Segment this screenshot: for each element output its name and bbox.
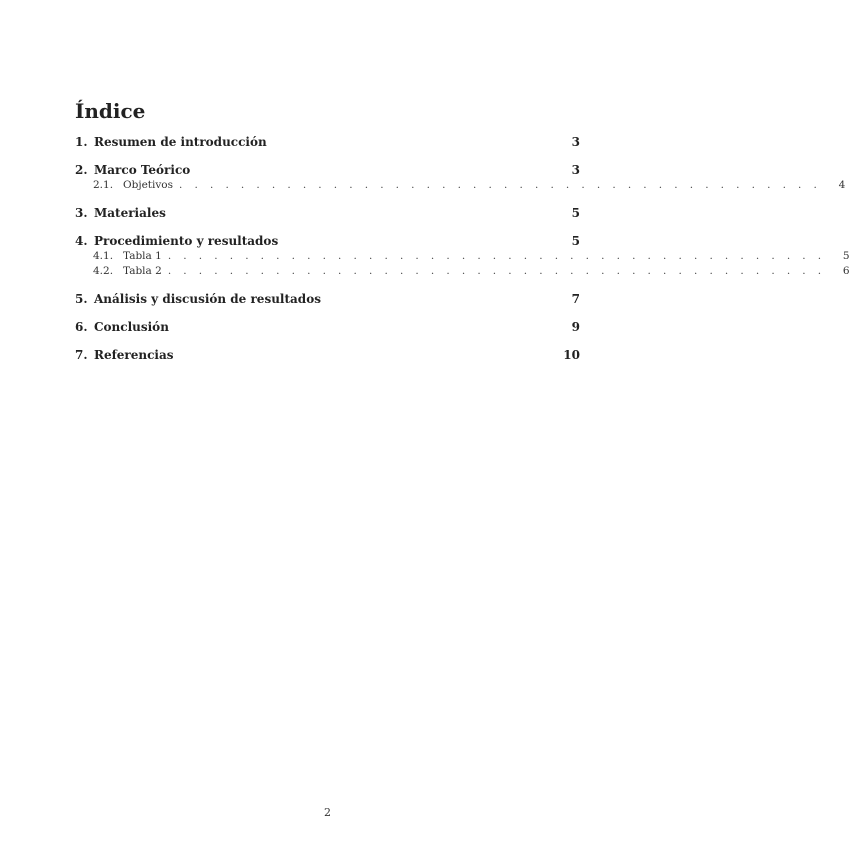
toc-section[interactable] <box>75 134 580 150</box>
toc-section-title: Análisis y discusión de resultados <box>94 292 321 306</box>
toc-subsection[interactable] <box>75 264 850 279</box>
toc-section-page: 10 <box>563 348 580 362</box>
toc-section-number: 7. <box>75 348 88 362</box>
toc-section[interactable] <box>75 205 580 221</box>
toc-subsection[interactable] <box>75 178 846 193</box>
toc-subsection-number: 4.1. <box>93 250 114 262</box>
toc-subsection-page: 4 <box>838 179 846 191</box>
toc-section-number: 5. <box>75 292 88 306</box>
toc-section[interactable] <box>75 233 580 249</box>
toc-section-page: 3 <box>571 135 580 149</box>
toc-section-page: 3 <box>571 163 580 177</box>
toc-subsection-title: Tabla 1 <box>123 250 162 262</box>
toc-dot-leader: . . . . . . . . . . . . . . . . . . . . . . . . . . . . . . . . . . . . . . . . . . <box>179 179 822 191</box>
toc-section-number: 1. <box>75 135 88 149</box>
toc-section[interactable] <box>75 319 580 335</box>
toc-section-number: 3. <box>75 206 88 220</box>
toc-subsection-page: 6 <box>842 265 850 277</box>
toc-section-page: 7 <box>571 292 580 306</box>
toc-dot-leader: . . . . . . . . . . . . . . . . . . . . . . . . . . . . . . . . . . . . . . . . . . . <box>167 250 826 262</box>
toc-heading: Índice <box>75 99 146 123</box>
toc-subsection-number: 4.2. <box>93 265 114 277</box>
toc-subsection-title: Objetivos <box>123 179 174 191</box>
toc-section-number: 2. <box>75 163 88 177</box>
toc-section-number: 6. <box>75 320 88 334</box>
table-of-contents <box>75 134 850 363</box>
toc-section-title: Resumen de introducción <box>94 135 267 149</box>
toc-section-title: Conclusión <box>94 320 169 334</box>
toc-section[interactable] <box>75 162 580 178</box>
toc-subsection-title: Tabla 2 <box>123 265 162 277</box>
toc-section-title: Referencias <box>94 348 174 362</box>
toc-section-page: 9 <box>571 320 580 334</box>
toc-section-title: Procedimiento y resultados <box>94 234 279 248</box>
toc-section[interactable] <box>75 291 580 307</box>
toc-section-title: Materiales <box>94 206 166 220</box>
toc-section-page: 5 <box>571 206 580 220</box>
toc-dot-leader: . . . . . . . . . . . . . . . . . . . . . . . . . . . . . . . . . . . . . . . . . . . <box>167 265 826 277</box>
page-number: 2 <box>324 806 331 819</box>
toc-section-title: Marco Teórico <box>94 163 191 177</box>
toc-subsection-number: 2.1. <box>93 179 114 191</box>
toc-section[interactable] <box>75 347 580 363</box>
toc-section-number: 4. <box>75 234 88 248</box>
toc-subsection-page: 5 <box>842 250 850 262</box>
toc-section-page: 5 <box>571 234 580 248</box>
toc-subsection[interactable] <box>75 249 850 264</box>
